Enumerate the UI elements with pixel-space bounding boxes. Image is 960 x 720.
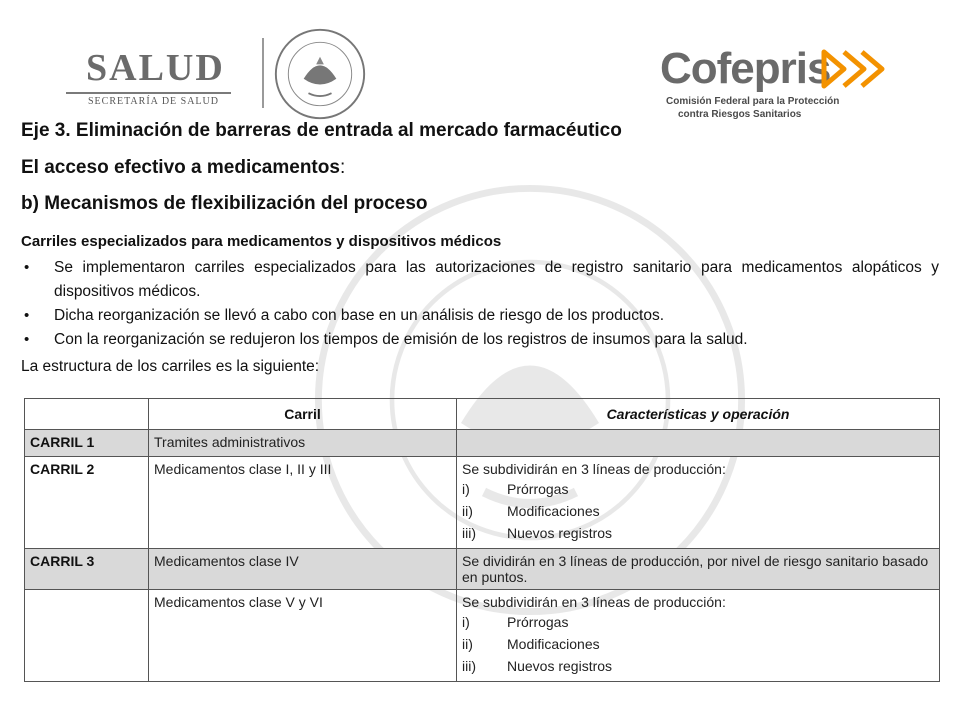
lane-type: Medicamentos clase I, II y III: [149, 457, 457, 549]
cofepris-arrows-icon: [820, 48, 890, 90]
salud-logo-rule: [66, 92, 231, 94]
list-item: [462, 633, 934, 655]
cofepris-subtitle-1: Comisión Federal para la Protección: [666, 96, 840, 107]
lane-name: CARRIL 3: [25, 549, 149, 590]
list-item-label: Modificaciones: [507, 636, 600, 652]
list-item-label: Prórrogas: [507, 614, 569, 630]
lane-description-text: Se subdividirán en 3 líneas de producción:: [462, 461, 726, 477]
lane-description: [457, 430, 940, 457]
list-item: [462, 611, 934, 633]
heading-mechanisms: b) Mecanismos de flexibilización del proceso: [21, 193, 428, 214]
lane-name: CARRIL 1: [25, 430, 149, 457]
salud-logo-word: SALUD: [86, 47, 225, 89]
salud-logo: [66, 44, 256, 110]
list-item-label: Nuevos registros: [507, 525, 613, 541]
list-item-number: ii): [462, 503, 473, 519]
heading-access-colon: :: [339, 157, 346, 178]
list-item: [462, 500, 934, 522]
table-row: [25, 430, 940, 457]
list-item-number: i): [462, 481, 470, 497]
lane-description-text: Se subdividirán en 3 líneas de producción:: [462, 594, 726, 610]
table-row: [25, 590, 940, 682]
lanes-table: [24, 398, 940, 682]
lane-description: [457, 590, 940, 682]
list-item-number: iii): [462, 658, 476, 674]
list-item-number: i): [462, 614, 470, 630]
list-item-number: iii): [462, 525, 476, 541]
salud-logo-subtitle: SECRETARÍA DE SALUD: [88, 96, 219, 107]
table-header-empty: [25, 399, 149, 430]
list-item-number: ii): [462, 636, 473, 652]
table-header-row: [25, 399, 940, 430]
cofepris-logo: [660, 44, 900, 124]
bullet-list: [21, 256, 939, 352]
lane-type: Medicamentos clase IV: [149, 549, 457, 590]
table-row: [25, 457, 940, 549]
cofepris-subtitle-2: contra Riesgos Sanitarios: [678, 109, 802, 120]
bullet-item: • Dicha reorganización se llevó a cabo con base en un análisis de riesgo de los productos.: [21, 304, 939, 328]
list-item: [462, 655, 934, 677]
mexico-seal-icon: [272, 26, 368, 122]
lane-description: Se dividirán en 3 líneas de producción, por nivel de riesgo sanitario basado en puntos.: [457, 549, 940, 590]
lane-description: [457, 457, 940, 549]
heading-access: [21, 157, 345, 179]
production-lines-list: [462, 478, 934, 544]
list-item-label: Prórrogas: [507, 481, 569, 497]
lane-type: Tramites administrativos: [149, 430, 457, 457]
bullet-item: • Con la reorganización se redujeron los tiempos de emisión de los registros de insumos para la salud.: [21, 328, 939, 352]
section-subheading: Carriles especializados para medicamentos y dispositivos médicos: [21, 233, 502, 250]
table-header-features: Características y operación: [457, 399, 940, 430]
list-item-label: Modificaciones: [507, 503, 600, 519]
table-header-lane: Carril: [149, 399, 457, 430]
list-item: [462, 522, 934, 544]
list-item: [462, 478, 934, 500]
list-item-label: Nuevos registros: [507, 658, 613, 674]
lane-type: Medicamentos clase V y VI: [149, 590, 457, 682]
lane-name: [25, 590, 149, 682]
structure-intro: La estructura de los carriles es la siguiente:: [21, 358, 320, 375]
lane-name: CARRIL 2: [25, 457, 149, 549]
heading-access-text: El acceso efectivo a medicamentos: [21, 157, 340, 178]
header-divider: [262, 38, 264, 108]
heading-axis: Eje 3. Eliminación de barreras de entrada al mercado farmacéutico: [21, 120, 622, 141]
cofepris-logo-word: Cofepris: [660, 44, 831, 93]
production-lines-list: [462, 611, 934, 677]
table-row: [25, 549, 940, 590]
bullet-item: • Se implementaron carriles especializados para las autorizaciones de registro sanitario para medicamentos alopáticos y dispositivos médicos.: [21, 256, 939, 304]
